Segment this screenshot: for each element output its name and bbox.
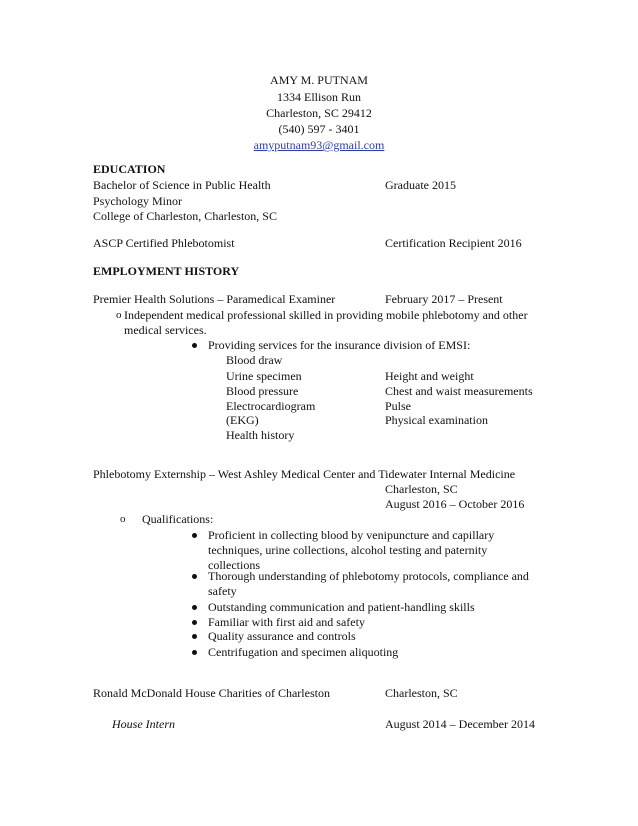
qualification-line: Thorough understanding of phlebotomy protocols, compliance and (208, 569, 529, 583)
email-link[interactable]: amyputnam93@gmail.com (253, 138, 385, 152)
job3-dates: August 2014 – December 2014 (385, 717, 535, 731)
job3-location: Charleston, SC (385, 686, 458, 700)
service-item: Height and weight (385, 369, 474, 383)
school: College of Charleston, Charleston, SC (93, 209, 277, 223)
address-street: 1334 Ellison Run (276, 90, 361, 104)
address-city: Charleston, SC 29412 (266, 106, 372, 120)
job1-dates: February 2017 – Present (385, 292, 503, 306)
minor: Psychology Minor (93, 194, 183, 208)
qualification-line: Familiar with first aid and safety (208, 615, 365, 629)
qualification-line: Centrifugation and specimen aliquoting (208, 645, 399, 659)
bullet-icon (192, 343, 197, 348)
service-item: Physical examination (385, 413, 488, 427)
service-item: Urine specimen (226, 369, 302, 383)
job1-title: Premier Health Solutions – Paramedical Examiner (93, 292, 336, 306)
qualification-line: Outstanding communication and patient-handling skills (208, 600, 475, 614)
qualification-line: safety (208, 584, 237, 598)
degree-date: Graduate 2015 (385, 178, 456, 192)
job3-title: House Intern (112, 717, 175, 731)
phone-number: (540) 597 - 3401 (278, 122, 360, 136)
job1-bullet: Providing services for the insurance division of EMSI: (208, 338, 471, 352)
bullet-icon (192, 650, 197, 655)
job3-organization: Ronald McDonald House Charities of Charleston (93, 686, 330, 700)
qualification-line: collections (208, 558, 260, 572)
service-item: Electrocardiogram (226, 399, 316, 413)
degree: Bachelor of Science in Public Health (93, 178, 271, 192)
service-item: Health history (226, 428, 295, 442)
candidate-name: AMY M. PUTNAM (270, 73, 368, 87)
service-item: Chest and waist measurements (385, 384, 533, 398)
qualification-line: techniques, urine collections, alcohol testing and paternity (208, 543, 488, 557)
education-heading: EDUCATION (93, 162, 166, 176)
job1-description-line2: medical services. (124, 323, 207, 337)
service-item: Pulse (385, 399, 412, 413)
bullet-icon (192, 634, 197, 639)
job2-title: Phlebotomy Externship – West Ashley Medical Center and Tidewater Internal Medicine (93, 467, 516, 481)
bullet-icon (192, 620, 197, 625)
qualification-line: Proficient in collecting blood by venipuncture and capillary (208, 528, 495, 542)
qualifications-label: Qualifications: (142, 512, 214, 526)
hollow-bullet-icon: o (116, 309, 122, 321)
certification-date: Certification Recipient 2016 (385, 236, 522, 250)
service-item: Blood draw (226, 353, 283, 367)
job2-dates: August 2016 – October 2016 (385, 497, 525, 511)
qualification-line: Quality assurance and controls (208, 629, 356, 643)
bullet-icon (192, 605, 197, 610)
service-item: (EKG) (226, 413, 259, 427)
service-item: Blood pressure (226, 384, 299, 398)
employment-heading: EMPLOYMENT HISTORY (93, 264, 240, 278)
job2-location: Charleston, SC (385, 482, 458, 496)
hollow-bullet-icon: o (120, 513, 126, 525)
certification: ASCP Certified Phlebotomist (93, 236, 235, 250)
bullet-icon (192, 533, 197, 538)
job1-description-line1: Independent medical professional skilled in providing mobile phlebotomy and other (124, 308, 528, 322)
bullet-icon (192, 574, 197, 579)
